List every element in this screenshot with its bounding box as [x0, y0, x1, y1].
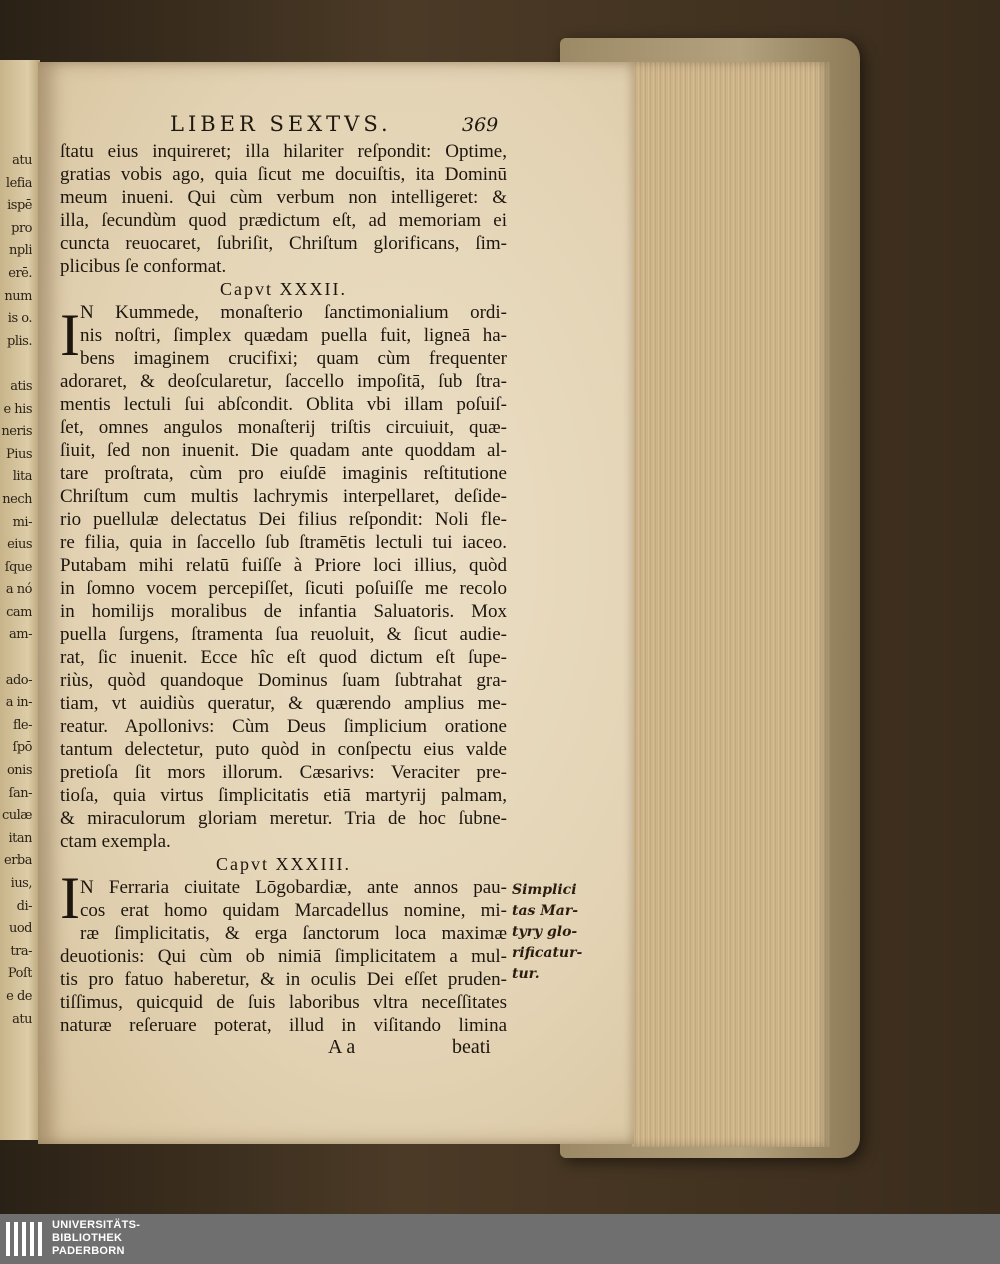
- marginal-note-line: tyry glo-: [512, 924, 578, 940]
- text-line: ſet, omnes angulos monaſterij triſtis circuiuit, quæ-: [60, 417, 507, 438]
- margin-fragment: a nó: [5, 582, 32, 598]
- margin-fragment: Poſt: [7, 966, 32, 982]
- marginal-note-line: Simplici: [512, 882, 577, 898]
- text-line: bens imaginem crucifixi; quam cùm frequenter: [80, 348, 507, 369]
- library-logo-text: [52, 1219, 140, 1258]
- text-line: & miraculorum gloriam meretur. Tria de hoc ſubne-: [60, 808, 507, 829]
- text-line: tioſa, quia virtus ſimplicitatis etiā martyrij palmam,: [60, 785, 507, 806]
- text-line: meum inueni. Qui cùm verbum non intelligeret: &: [60, 187, 507, 208]
- marginal-note-line: tur.: [512, 966, 540, 982]
- logo-line: UNIVERSITÄTS-: [52, 1219, 141, 1231]
- text-line: illa, ſecundùm quod prædictum eſt, ad memoriam ei: [60, 210, 507, 231]
- text-line: nis noſtri, ſimplex quædam puella fuit, ligneā ha-: [80, 325, 507, 346]
- margin-fragment: ius,: [10, 876, 32, 891]
- margin-fragment: pro: [11, 220, 32, 236]
- text-line: ctam exempla.: [60, 831, 171, 852]
- chapter-heading: Capvt XXXIII.: [216, 854, 351, 874]
- text-line: pretioſa ſit mors illorum. Cæsarivs: Veraciter pre-: [60, 762, 507, 783]
- margin-fragment: uod: [8, 921, 32, 937]
- marginal-note-line: rificatur-: [512, 945, 583, 961]
- marginal-note-line: tas Mar-: [512, 903, 579, 919]
- margin-fragment: di-: [16, 898, 32, 914]
- margin-fragment: is o.: [7, 311, 32, 327]
- text-line: tare proſtrata, cùm pro eiuſdē imaginis reſtitutione: [60, 463, 507, 484]
- margin-fragment: erba: [4, 853, 32, 869]
- margin-fragment: cam: [6, 604, 32, 620]
- text-line: adoraret, & deoſcularetur, ſaccello impoſitā, ſub ſtra-: [60, 371, 507, 392]
- text-line: tis pro fatuo haberetur, & in oculis Dei eſſet pruden-: [60, 969, 507, 990]
- text-line: mentis lectuli ſui abſcondit. Oblita vbi illam poſuiſ-: [60, 394, 507, 415]
- text-line: tantum delectetur, puto quòd in conſpectu eius valde: [60, 739, 507, 760]
- signature-mark: A a: [328, 1036, 356, 1058]
- text-line: rat, ſic inuenit. Ecce hîc eſt quod dictum eſt ſupe-: [60, 647, 507, 668]
- text-line: ræ ſimplicitatis, & erga ſanctorum loca maximæ: [80, 923, 507, 944]
- text-line: cos erat homo quidam Marcadellus nomine, mi-: [80, 900, 507, 921]
- text-line: deuotionis: Qui cùm ob nimiā ſimplicitatem a mul-: [60, 946, 507, 967]
- text-line: in homilijs moralibus de infantia Saluatoris. Mox: [60, 601, 507, 622]
- margin-fragment: num: [4, 288, 32, 304]
- margin-fragment: ſpō: [12, 740, 32, 756]
- text-line: riùs, quòd quandoque Dominus ſuam ſubtrahat gra-: [60, 670, 507, 691]
- text-line: in ſomno vocem percepiſſet, ſicuti poſuiſſe me recolo: [60, 578, 507, 599]
- drop-initial: I: [60, 302, 80, 368]
- text-line: reatur. Apollonivs: Cùm Deus ſimplicium oratione: [60, 716, 507, 737]
- margin-fragment: [0, 353, 32, 376]
- previous-page-margin-text: [0, 150, 32, 1031]
- margin-fragment: npli: [8, 243, 32, 259]
- page-number: 369: [462, 114, 499, 136]
- margin-fragment: culæ: [1, 808, 32, 824]
- margin-fragment: tra-: [10, 943, 32, 959]
- margin-fragment: atu: [12, 1011, 32, 1027]
- text-line: ſiuit, ſed non inuenit. Die quadam ante quoddam al-: [60, 440, 507, 461]
- margin-fragment: am-: [9, 627, 32, 643]
- margin-fragment: lefia: [5, 175, 32, 191]
- text-line: Chriſtum cum multis lachrymis interpellaret, deſide-: [60, 486, 507, 507]
- text-line: N Ferraria ciuitate Lōgobardiæ, ante annos pau-: [80, 877, 507, 898]
- margin-fragment: [0, 647, 32, 670]
- margin-fragment: plis.: [7, 333, 32, 349]
- text-line: tiam, vt auidiùs queratur, & quærendo amplius me-: [60, 693, 507, 714]
- text-line: N Kummede, monaſterio ſanctimonialium ordi-: [80, 302, 507, 323]
- margin-fragment: Pius: [6, 446, 32, 462]
- margin-fragment: e de: [6, 988, 32, 1004]
- margin-fragment: nech: [2, 491, 32, 507]
- page-text: [60, 140, 507, 1037]
- text-line: Putabam mihi relatū fuiſſe à Priore loci illius, quòd: [60, 555, 507, 576]
- logo-line: PADERBORN: [52, 1245, 125, 1257]
- chapter-heading: Capvt XXXII.: [220, 279, 347, 299]
- running-head: LIBER SEXTVS.: [170, 112, 392, 136]
- text-line: tiſſimus, quicquid de ſuis laboribus vltra neceſſitates: [60, 992, 507, 1013]
- margin-fragment: atu: [12, 153, 32, 168]
- margin-fragment: ispē: [7, 198, 32, 214]
- text-line: naturæ reſeruare poterat, illud in viſitando limina: [60, 1015, 507, 1036]
- drop-initial: I: [60, 865, 80, 931]
- margin-fragment: ſan-: [8, 785, 32, 801]
- page-fore-edge: [632, 62, 830, 1147]
- text-line: cuncta reuocaret, ſubriſit, Chriſtum glorificans, ſim-: [60, 233, 507, 254]
- text-line: plicibus ſe conformat.: [60, 256, 227, 277]
- margin-fragment: ſque: [4, 559, 32, 575]
- logo-line: BIBLIOTHEK: [52, 1232, 123, 1244]
- margin-fragment: erē.: [8, 265, 32, 281]
- text-line: re filia, quia in ſaccello ſub ſtramētis lectuli tui iaceo.: [60, 532, 507, 553]
- margin-fragment: onis: [6, 763, 32, 779]
- margin-fragment: fle-: [12, 717, 32, 733]
- library-logo-icon: [6, 1222, 42, 1256]
- footer-bar: [0, 1214, 1000, 1264]
- margin-fragment: mi-: [12, 514, 32, 530]
- margin-fragment: e his: [3, 401, 32, 417]
- marginal-note: [512, 880, 602, 985]
- margin-fragment: ado-: [5, 672, 32, 688]
- margin-fragment: itan: [8, 830, 32, 846]
- margin-fragment: lita: [12, 469, 32, 485]
- margin-fragment: neris: [1, 424, 32, 440]
- margin-fragment: atis: [10, 378, 32, 394]
- text-line: ſtatu eius inquireret; illa hilariter reſpondit: Optime,: [60, 141, 507, 162]
- catchword: beati: [452, 1036, 491, 1058]
- margin-fragment: a in-: [5, 695, 32, 711]
- text-line: gratias vobis ago, quia ſicut me docuiſtis, ita Dominū: [60, 164, 507, 185]
- text-line: puella ſurgens, ſtramenta ſua reuoluit, & ſicut audie-: [60, 624, 507, 645]
- text-line: rio puellulæ delectatus Dei filius reſpondit: Noli fle-: [60, 509, 507, 530]
- margin-fragment: eius: [7, 537, 32, 553]
